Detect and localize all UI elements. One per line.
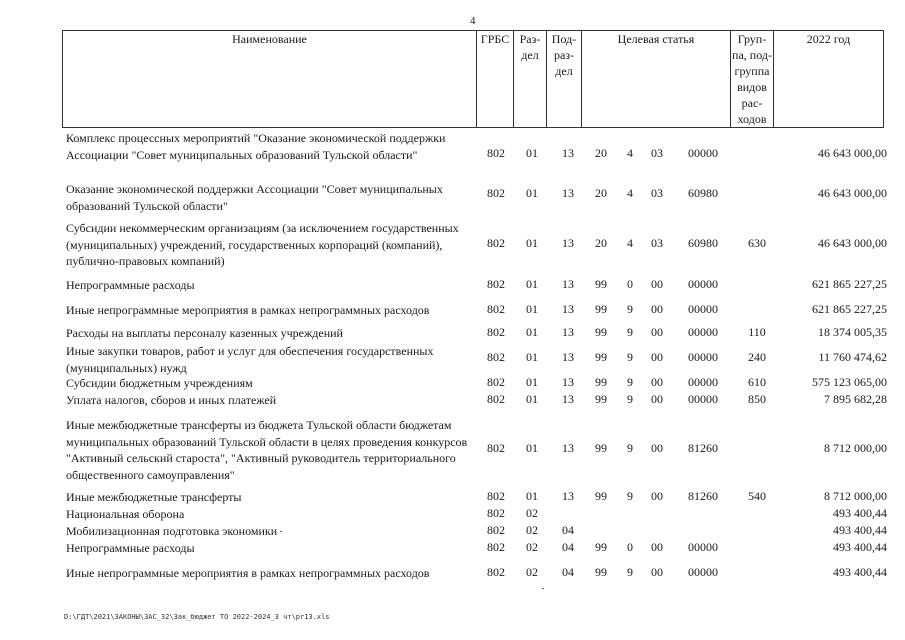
cell-grbs: 802	[487, 325, 505, 339]
cell-t3: 03	[651, 186, 663, 200]
row-name: Иные непрограммные мероприятия в рамках непрограммных расходов	[66, 566, 430, 580]
cell-amount: 575 123 065,00	[812, 375, 887, 389]
cell-pr: 13	[562, 325, 574, 339]
cell-rz: 01	[526, 392, 538, 406]
header-grbs: ГРБС	[477, 31, 514, 128]
header-podrazdel: Под- раз- дел	[547, 31, 582, 128]
cell-t1: 99	[595, 277, 607, 291]
cell-t4: 60980	[688, 186, 718, 200]
cell-t3: 00	[651, 302, 663, 316]
cell-rz: 02	[526, 523, 538, 537]
cell-rz: 01	[526, 489, 538, 503]
file-path-footer: D:\ГДТ\2021\ЗАКОНЫ\ЗАС_32\Зак_бюджет ТО 2022-2024_3 чт\pr13.xls	[64, 613, 330, 621]
cell-t3: 00	[651, 325, 663, 339]
cell-t2: 4	[627, 186, 633, 200]
cell-grbs: 802	[487, 523, 505, 537]
cell-t3: 03	[651, 236, 663, 250]
header-target: Целевая статья	[582, 31, 731, 128]
cell-rz: 01	[526, 186, 538, 200]
cell-t3: 00	[651, 277, 663, 291]
cell-rz: 01	[526, 146, 538, 160]
cell-t4: 60980	[688, 236, 718, 250]
cell-amount: 18 374 005,35	[818, 325, 887, 339]
cell-t1: 20	[595, 186, 607, 200]
cell-rz: 01	[526, 236, 538, 250]
cell-t4: 00000	[688, 325, 718, 339]
cell-rz: 02	[526, 540, 538, 554]
cell-t2: 4	[627, 236, 633, 250]
cell-t3: 00	[651, 540, 663, 554]
cell-vr: 630	[748, 236, 766, 250]
cell-rz: 02	[526, 506, 538, 520]
cell-rz: 01	[526, 302, 538, 316]
cell-t4: 00000	[688, 302, 718, 316]
cell-vr: 240	[748, 350, 766, 364]
cell-grbs: 802	[487, 540, 505, 554]
cell-t4: 00000	[688, 565, 718, 579]
row-name: Уплата налогов, сборов и иных платежей	[66, 393, 277, 407]
row-name: Расходы на выплаты персоналу казенных учреждений	[66, 326, 343, 340]
cell-pr: 13	[562, 302, 574, 316]
row-name: Субсидии некоммерческим организациям (за исключением государственных (муниципальных) учреждений, государственных корпораций (компаний), публично-правовых компаний)	[66, 221, 459, 268]
cell-t2: 9	[627, 375, 633, 389]
cell-t1: 99	[595, 350, 607, 364]
row-name: Непрограммные расходы	[66, 541, 195, 555]
cell-rz: 02	[526, 565, 538, 579]
cell-t1: 99	[595, 565, 607, 579]
cell-t2: 4	[627, 146, 633, 160]
cell-amount: 621 865 227,25	[812, 277, 887, 291]
cell-amount: 493 400,44	[833, 506, 887, 520]
cell-t3: 00	[651, 375, 663, 389]
cell-t4: 81260	[688, 489, 718, 503]
cell-vr: 110	[748, 325, 766, 339]
cell-grbs: 802	[487, 236, 505, 250]
cell-t4: 00000	[688, 375, 718, 389]
cell-grbs: 802	[487, 392, 505, 406]
cell-t2: 9	[627, 441, 633, 455]
cell-pr: 04	[562, 540, 574, 554]
cell-grbs: 802	[487, 375, 505, 389]
cell-t4: 00000	[688, 350, 718, 364]
cell-t4: 00000	[688, 392, 718, 406]
cell-t3: 00	[651, 489, 663, 503]
row-name: Комплекс процессных мероприятий "Оказание экономической поддержки Ассоциации "Совет муниципальных образований Тульской области"	[66, 131, 446, 162]
row-name: Национальная оборона	[66, 507, 185, 521]
cell-grbs: 802	[487, 350, 505, 364]
cell-t4: 81260	[688, 441, 718, 455]
cell-t3: 00	[651, 441, 663, 455]
cell-t1: 99	[595, 302, 607, 316]
table-header	[62, 30, 884, 128]
cell-t4: 00000	[688, 277, 718, 291]
cell-pr: 13	[562, 392, 574, 406]
row-name: Непрограммные расходы	[66, 278, 195, 292]
cell-grbs: 802	[487, 146, 505, 160]
cell-grbs: 802	[487, 506, 505, 520]
cell-t1: 99	[595, 325, 607, 339]
cell-t2: 9	[627, 489, 633, 503]
cell-amount: 493 400,44	[833, 540, 887, 554]
cell-vr: 850	[748, 392, 766, 406]
cell-amount: 46 643 000,00	[818, 236, 887, 250]
cell-t2: 0	[627, 277, 633, 291]
cell-pr: 13	[562, 350, 574, 364]
cell-amount: 46 643 000,00	[818, 146, 887, 160]
cell-t3: 00	[651, 565, 663, 579]
cell-grbs: 802	[487, 186, 505, 200]
cell-amount: 8 712 000,00	[824, 441, 887, 455]
header-name: Наименование	[63, 31, 477, 128]
row-name: Иные межбюджетные трансферты	[66, 490, 242, 504]
cell-t4: 00000	[688, 146, 718, 160]
cell-amount: 8 712 000,00	[824, 489, 887, 503]
cell-pr: 04	[562, 565, 574, 579]
cell-t2: 9	[627, 565, 633, 579]
scan-speck	[542, 588, 544, 589]
cell-amount: 46 643 000,00	[818, 186, 887, 200]
cell-t3: 03	[651, 146, 663, 160]
cell-pr: 13	[562, 489, 574, 503]
header-year: 2022 год	[774, 31, 884, 128]
cell-amount: 493 400,44	[833, 565, 887, 579]
cell-t2: 9	[627, 325, 633, 339]
header-group: Груп- па, под- группа видов рас- ходов	[732, 32, 772, 126]
cell-t3: 00	[651, 350, 663, 364]
row-name: Иные закупки товаров, работ и услуг для обеспечения государственных (муниципальных) нужд	[66, 344, 434, 375]
cell-pr: 13	[562, 236, 574, 250]
cell-t2: 9	[627, 350, 633, 364]
cell-amount: 11 760 474,62	[818, 350, 887, 364]
row-name: Оказание экономической поддержки Ассоциации "Совет муниципальных образований Тульской области"	[66, 182, 443, 213]
cell-t1: 99	[595, 489, 607, 503]
cell-t1: 99	[595, 441, 607, 455]
cell-t1: 99	[595, 392, 607, 406]
row-name: Субсидии бюджетным учреждениям	[66, 376, 253, 390]
cell-pr: 13	[562, 146, 574, 160]
cell-rz: 01	[526, 441, 538, 455]
cell-amount: 493 400,44	[833, 523, 887, 537]
cell-vr: 540	[748, 489, 766, 503]
row-name: Иные межбюджетные трансферты из бюджета Тульской области бюджетам муниципальных образований Тульской области в целях проведения конкурсов "Активный сельский староста", "Активный руководитель территориального общественного самоуправления"	[66, 418, 468, 482]
cell-grbs: 802	[487, 489, 505, 503]
cell-pr: 13	[562, 441, 574, 455]
header-razdel: Раз- дел	[514, 31, 547, 128]
cell-t2: 0	[627, 540, 633, 554]
row-name: Иные непрограммные мероприятия в рамках непрограммных расходов	[66, 303, 430, 317]
cell-grbs: 802	[487, 277, 505, 291]
cell-pr: 13	[562, 375, 574, 389]
cell-t4: 00000	[688, 540, 718, 554]
cell-vr: 610	[748, 375, 766, 389]
cell-amount: 621 865 227,25	[812, 302, 887, 316]
cell-t1: 20	[595, 146, 607, 160]
cell-rz: 01	[526, 277, 538, 291]
cell-amount: 7 895 682,28	[824, 392, 887, 406]
cell-t2: 9	[627, 392, 633, 406]
cell-pr: 04	[562, 523, 574, 537]
cell-t2: 9	[627, 302, 633, 316]
cell-grbs: 802	[487, 441, 505, 455]
cell-pr: 13	[562, 277, 574, 291]
cell-grbs: 802	[487, 565, 505, 579]
page-number: 4	[470, 15, 476, 27]
cell-rz: 01	[526, 375, 538, 389]
cell-t1: 99	[595, 375, 607, 389]
cell-rz: 01	[526, 325, 538, 339]
cell-t1: 20	[595, 236, 607, 250]
scan-speck	[280, 531, 282, 532]
row-name: Мобилизационная подготовка экономики	[66, 524, 278, 538]
cell-rz: 01	[526, 350, 538, 364]
cell-pr: 13	[562, 186, 574, 200]
cell-t3: 00	[651, 392, 663, 406]
cell-t1: 99	[595, 540, 607, 554]
cell-grbs: 802	[487, 302, 505, 316]
